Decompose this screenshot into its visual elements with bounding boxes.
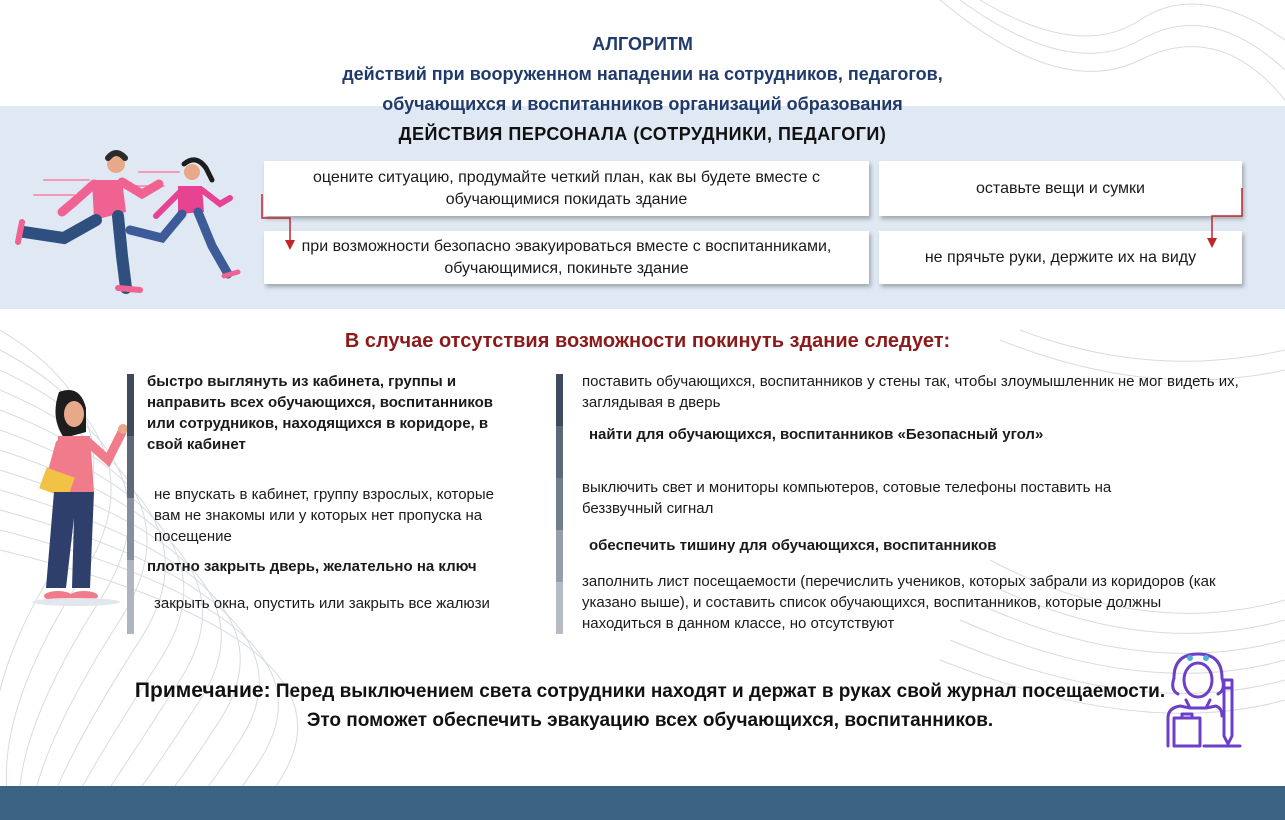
shelter-right-item-4: обеспечить тишину для обучающихся, воспитанников <box>589 537 997 554</box>
shelter-right-item-2: найти для обучающихся, воспитанников «Безопасный угол» <box>589 426 1044 443</box>
shelter-right-item-3: выключить свет и мониторы компьютеров, сотовые телефоны поставить на беззвучный сигнал <box>582 479 1112 517</box>
teacher-woman-illustration <box>24 388 136 608</box>
shelter-left-item-4: закрыть окна, опустить или закрыть все жалюзи <box>154 595 490 612</box>
timeline-segment <box>127 498 134 560</box>
action-card-show-hands <box>879 231 1242 284</box>
left-timeline <box>127 374 134 634</box>
shelter-right-item-1: поставить обучающихся, воспитанников у стены так, чтобы злоумышленник не мог видеть их, заглядывая в дверь <box>582 373 1239 411</box>
action-card-text: оцените ситуацию, продумайте четкий план, как вы будете вместе с обучающимися покидать здание <box>312 168 821 208</box>
action-card-text: оставьте вещи и сумки <box>976 179 1145 197</box>
timeline-segment <box>127 560 134 634</box>
page-title: АЛГОРИТМ <box>592 34 693 54</box>
shelter-left-item-3: плотно закрыть дверь, желательно на ключ <box>147 558 477 575</box>
action-card-text: не прячьте руки, держите их на виду <box>924 248 1197 266</box>
action-card-assess <box>264 161 869 216</box>
note-block <box>130 676 1170 735</box>
arrow-down-left <box>258 190 298 254</box>
action-card-leave-bags <box>879 161 1242 216</box>
page-subtitle-line2: обучающихся и воспитанников организаций образования <box>382 94 903 114</box>
arrow-down-right <box>1200 186 1250 252</box>
timeline-segment <box>556 478 563 530</box>
action-card-text: при возможности безопасно эвакуироваться вместе с воспитанниками, обучающимися, покиньте здание <box>301 237 832 277</box>
note-text: Перед выключением света сотрудники находят и держат в руках свой журнал посещаемости. Это поможет обеспечить эвакуацию всех обучающихся, воспитанников. <box>275 681 1166 731</box>
timeline-segment <box>556 530 563 582</box>
timeline-segment <box>556 582 563 634</box>
timeline-segment <box>556 426 563 478</box>
action-card-evacuate <box>264 231 869 284</box>
note-label: Примечание: <box>134 679 271 702</box>
shelter-right-item-5: заполнить лист посещаемости (перечислить учеников, которых забрали из коридоров (как указано выше), и составить список обучающихся, воспитанников, которые должны находиться в данном классе, но отсутствуют <box>582 573 1216 632</box>
section-title: ДЕЙСТВИЯ ПЕРСОНАЛА (СОТРУДНИКИ, ПЕДАГОГИ) <box>398 124 887 144</box>
footer-bar <box>0 786 1285 820</box>
running-people-illustration <box>14 150 244 300</box>
timeline-segment <box>556 374 563 426</box>
timeline-segment <box>127 374 134 436</box>
shelter-heading: В случае отсутствия возможности покинуть здание следует: <box>344 330 951 352</box>
teacher-journal-icon <box>1160 650 1244 750</box>
timeline-segment <box>127 436 134 498</box>
shelter-left-item-1: быстро выглянуть из кабинета, группы и направить всех обучающихся, воспитанников или сотрудников, находящихся в коридоре, в свой кабинет <box>147 373 494 453</box>
shelter-left-item-2: не впускать в кабинет, группу взрослых, которые вам не знакомы или у которых нет пропуска на посещение <box>154 486 495 545</box>
right-timeline <box>556 374 563 634</box>
page-subtitle-line1: действий при вооруженном нападении на сотрудников, педагогов, <box>342 64 943 84</box>
